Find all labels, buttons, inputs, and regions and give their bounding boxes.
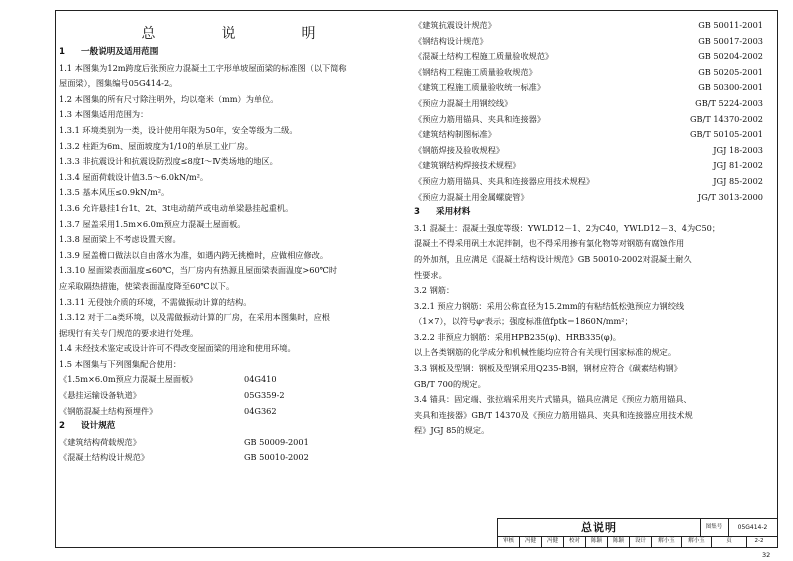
text-line: 1.3.4 屋面荷载设计值3.5～6.0kN/m²。: [59, 171, 209, 182]
reference-row: [414, 190, 769, 206]
section-title: 采用材料: [436, 207, 471, 218]
reference-title: 《建筑工程施工质量验收统一标准》: [414, 82, 546, 93]
signature-cell: 冯健: [542, 536, 564, 547]
text-line: 应采取隔热措施，使梁表面温度降至60℃以下。: [59, 280, 235, 291]
left-column: [59, 18, 399, 466]
text-line: 3.2.1 预应力钢筋：采用公称直径为15.2mm的有粘结低松弛预应力钢绞线: [414, 300, 685, 311]
reference-code: GB 50205-2001: [698, 66, 763, 77]
reference-title: 《预应力筋用锚具、夹具和连接器》: [414, 113, 546, 124]
text-line: 程》JGJ 85的规定。: [414, 425, 490, 436]
reference-code: GB/T 5224-2003: [695, 97, 763, 108]
text-line: 3.1 混凝土：混凝土强度等级：YWLD12－1、2为C40，YWLD12－3、4为C50；: [414, 222, 721, 233]
reference-title: 《预应力混凝土用金属螺旋管》: [414, 191, 529, 202]
text-line: （1×7），以符号φˢ表示；强度标准值fptk＝1860N/mm²；: [414, 316, 633, 327]
atlas-number-value: 05G414-2: [728, 519, 777, 537]
reference-row: [414, 18, 769, 34]
reference-code: 04G410: [244, 374, 277, 385]
text-line: 1.3.9 屋盖檐口做法以自由落水为准，如遇内跨无挑檐时，应做相应修改。: [59, 249, 329, 260]
reference-row: [414, 96, 769, 112]
text-line: 3.2.2 非预应力钢筋：采用HPB235(φ)、HRB335(φ)。: [414, 331, 621, 342]
reference-row: [414, 127, 769, 143]
reference-title: 《预应力混凝土用钢绞线》: [414, 97, 513, 108]
reference-code: GB 50300-2001: [698, 82, 763, 93]
text-line: 1.3.10 屋面梁表面温度≤60℃，当厂房内有热源且屋面梁表面温度>60℃时: [59, 265, 338, 276]
reference-title: 《钢筋焊接及验收规程》: [414, 144, 505, 155]
reference-row: [414, 143, 769, 159]
text-line: 性要求。: [414, 269, 447, 280]
text-line: 据现行有关专门规范的要求进行处理。: [59, 327, 199, 338]
reference-row: [59, 388, 399, 404]
right-body: [414, 18, 769, 439]
reference-row: [59, 435, 399, 451]
reference-title: 《建筑结构制图标准》: [414, 129, 496, 140]
reference-row: [414, 65, 769, 81]
signature-cell: 解小玉: [682, 536, 712, 547]
text-line: 1.5 本图集与下列图集配合使用：: [59, 358, 182, 369]
text-line: 1.3.11 无侵蚀介质的环境，不需做振动计算的结构。: [59, 296, 252, 307]
signature-cell: 陈颖: [586, 536, 608, 547]
reference-title: 《钢结构工程施工质量验收规范》: [414, 66, 537, 77]
page-title: 总 说 明: [141, 26, 342, 42]
reference-code: GB 50011-2001: [698, 20, 763, 30]
signature-cell: 校对: [564, 536, 586, 547]
reference-row: [414, 80, 769, 96]
reference-title: 《钢筋混凝土结构预埋件》: [59, 405, 158, 416]
reference-row: [414, 49, 769, 65]
text-line: 1.2 本图集的所有尺寸除注明外，均以毫米（mm）为单位。: [59, 93, 279, 104]
text-line: 1.3.6 允许悬挂1台1t、2t、3t电动葫芦或电动单梁悬挂起重机。: [59, 202, 294, 213]
reference-title: 《建筑结构荷载规范》: [59, 436, 141, 447]
section-heading: [59, 419, 399, 435]
reference-code: 05G359-2: [244, 390, 285, 401]
title-block: [497, 518, 778, 548]
atlas-number-label: 图集号: [700, 519, 729, 537]
text-line: 1.4 未经技术鉴定或设计许可不得改变屋面梁的用途和使用环境。: [59, 343, 296, 354]
reference-code: JGJ 18-2003: [713, 144, 763, 155]
reference-code: GB 50010-2002: [244, 452, 309, 463]
section-title: 一般说明及适用范围: [81, 47, 159, 57]
section-title: 设计规范: [81, 421, 116, 432]
reference-row: [414, 34, 769, 50]
reference-code: GB/T 14370-2002: [689, 113, 763, 124]
text-line: 混凝土不得采用矾土水泥拌制，也不得采用掺有氯化物等对钢筋有腐蚀作用: [414, 238, 685, 249]
reference-code: GB 50017-2003: [698, 35, 763, 46]
reference-title: 《建筑钢结构焊接技术规程》: [414, 160, 521, 171]
reference-code: GB/T 50105-2001: [689, 129, 763, 140]
text-line: 3.4 锚具：固定端、张拉端采用夹片式锚具，锚具应满足《预应力筋用锚具、: [414, 394, 692, 405]
reference-row: [59, 404, 399, 420]
reference-code: JGJ 81-2002: [713, 160, 763, 171]
title-block-name: 总说明: [498, 519, 701, 537]
reference-row: [59, 450, 399, 466]
reference-row: [414, 158, 769, 174]
text-line: 1.3.2 柱距为6m、屋面坡度为1/10的单层工业厂房。: [59, 140, 253, 151]
reference-title: 《1.5m×6.0m预应力混凝土屋面板》: [59, 374, 198, 385]
signature-cell: 页: [712, 536, 747, 547]
signature-row: [498, 536, 777, 547]
section-heading: [59, 45, 399, 61]
text-line: 1.3.1 环境类别为一类，设计使用年限为50年，安全等级为二级。: [59, 124, 298, 135]
text-line: GB/T 700的规定。: [414, 378, 486, 389]
reference-title: 《预应力筋用锚具、夹具和连接器应用技术规程》: [414, 175, 595, 186]
page-number: 32: [762, 551, 771, 559]
text-line: 1.3.3 非抗震设计和抗震设防烈度≤8度Ⅰ～Ⅳ类场地的地区。: [59, 156, 278, 167]
signature-cell: 2-2: [754, 538, 764, 544]
signature-cell: 解小玉: [652, 536, 682, 547]
text-line: 以上各类钢筋的化学成分和机械性能均应符合有关现行国家标准的规定。: [414, 347, 677, 358]
reference-title: 《钢结构设计规范》: [414, 35, 488, 46]
reference-code: JGJ 85-2002: [713, 175, 763, 186]
text-line: 1.3.7 屋盖采用1.5m×6.0m预应力混凝土屋面板。: [59, 218, 246, 229]
signature-cell: 设计: [630, 536, 652, 547]
text-line: 夹具和连接器》GB/T 14370及《预应力筋用锚具、夹具和连接器应用技术规: [414, 409, 693, 420]
left-body: [59, 45, 399, 466]
section-number: 3: [414, 207, 420, 218]
reference-code: JG/T 3013-2000: [697, 191, 763, 202]
section-heading: [414, 205, 769, 221]
text-line: 1.1 本图集为12m跨度后张预应力混凝土工字形单坡屋面梁的标准图（以下简称: [59, 62, 347, 73]
text-line: 的外加剂，且应满足《混凝土结构设计规范》GB 50010-2002对混凝土耐久: [414, 253, 692, 264]
reference-title: 《悬挂运输设备轨道》: [59, 390, 141, 401]
signature-cell: 审核: [498, 536, 520, 547]
reference-row: [59, 372, 399, 388]
section-number: 1: [59, 47, 65, 57]
right-column: [414, 18, 769, 439]
text-line: 3.3 钢板及型钢：钢板及型钢采用Q235-B钢，钢材应符合《碳素结构钢》: [414, 363, 682, 374]
reference-code: 04G362: [244, 405, 277, 416]
text-line: 1.3.5 基本风压≤0.9kN/m²。: [59, 187, 170, 198]
text-line: 1.3.8 屋面梁上不考虑设置天窗。: [59, 234, 181, 245]
text-line: 3.2 钢筋：: [414, 285, 455, 296]
reference-code: GB 50204-2002: [698, 51, 763, 62]
reference-code: GB 50009-2001: [244, 436, 309, 447]
signature-cell: 冯健: [520, 536, 542, 547]
reference-row: [414, 174, 769, 190]
reference-title: 《建筑抗震设计规范》: [414, 20, 496, 30]
text-line: 1.3.12 对于二a类环境，以及需做振动计算的厂房，在采用本图集时，应根: [59, 312, 330, 323]
reference-row: [414, 112, 769, 128]
section-number: 2: [59, 421, 65, 432]
text-line: 1.3 本图集适用范围为：: [59, 109, 149, 120]
reference-title: 《混凝土结构设计规范》: [59, 452, 150, 463]
reference-title: 《混凝土结构工程施工质量验收规范》: [414, 51, 554, 62]
text-line: 屋面梁），图集编号05G414-2。: [59, 78, 178, 89]
signature-cell: 陈颖: [608, 536, 630, 547]
